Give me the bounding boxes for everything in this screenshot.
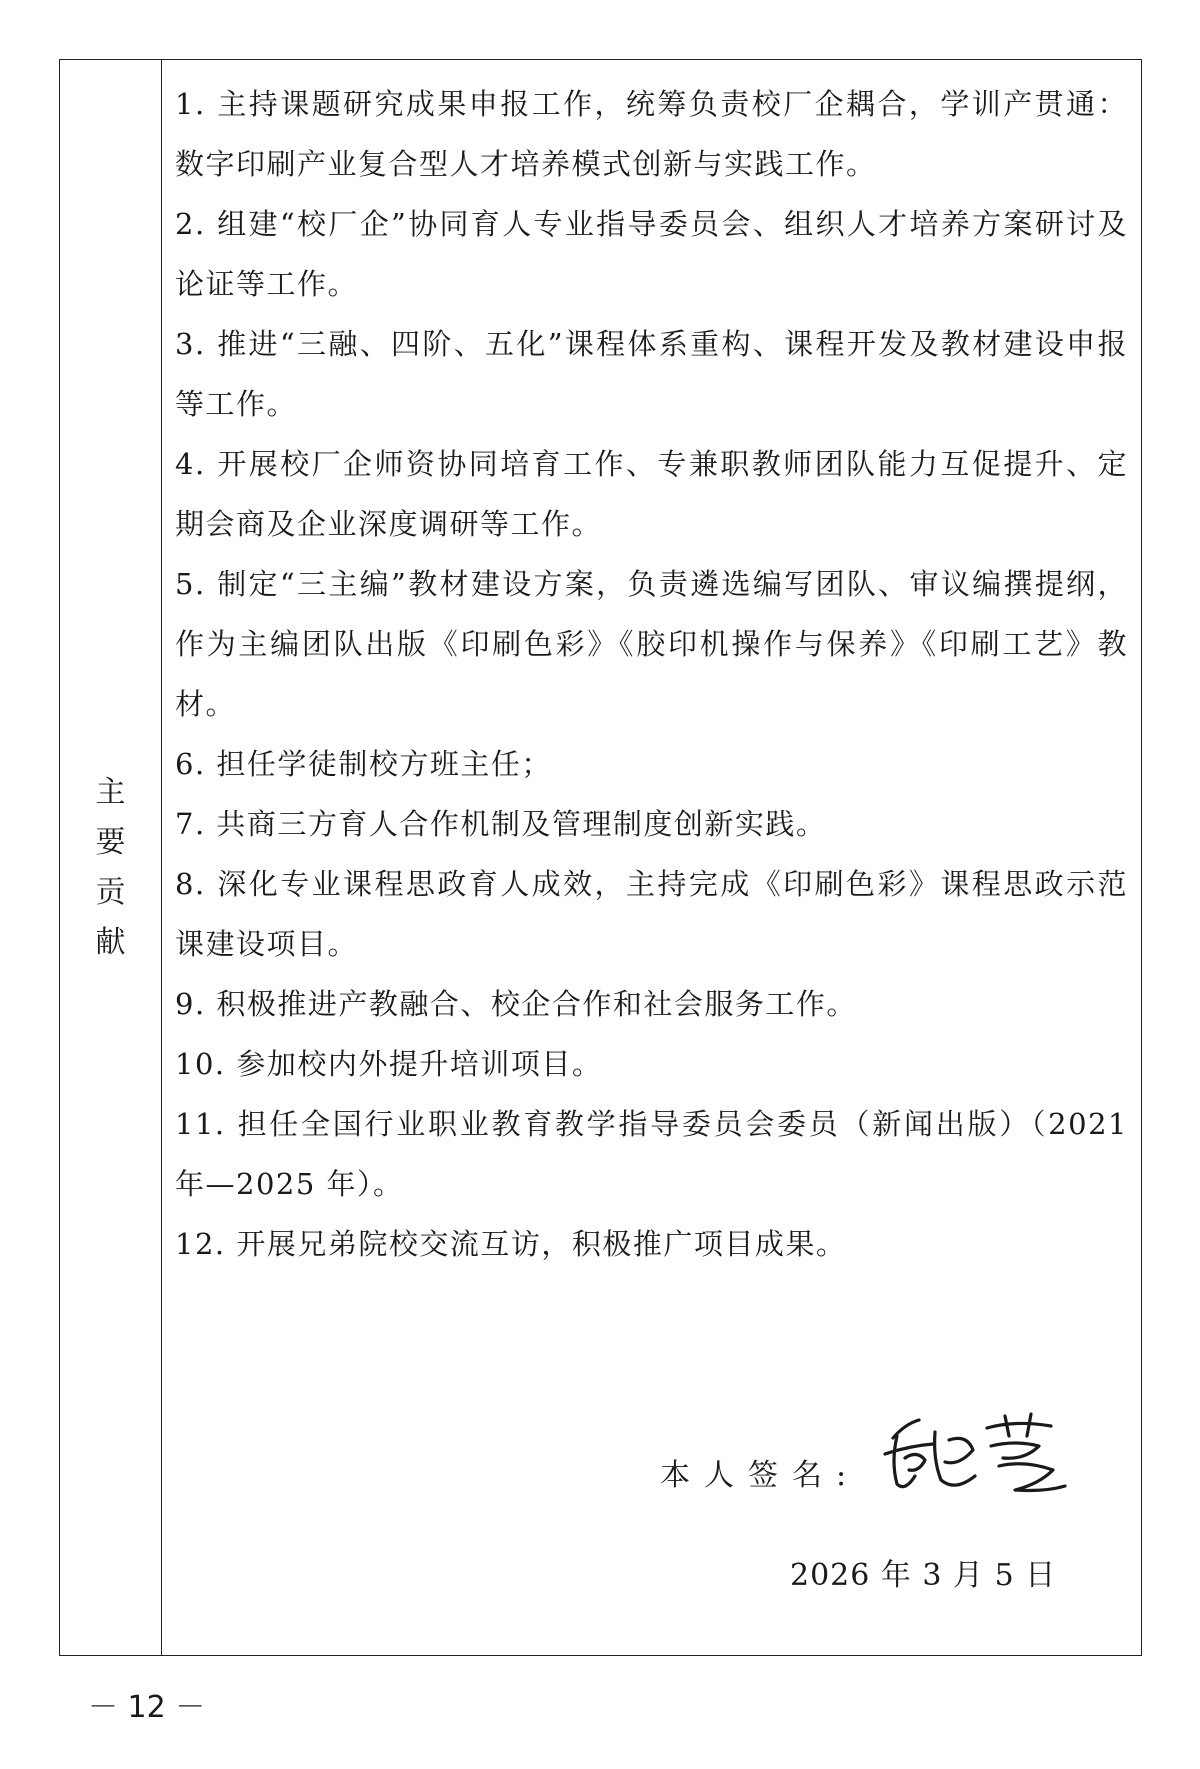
- contribution-item: 6. 担任学徒制校方班主任；: [175, 747, 552, 781]
- contribution-item: 8. 深化专业课程思政育人成效，主持完成《印刷色彩》课程思政示范课建设项目。: [175, 867, 1128, 961]
- contribution-item: 10. 参加校内外提升培训项目。: [175, 1047, 603, 1081]
- contribution-item: 1. 主持课题研究成果申报工作，统筹负责校厂企耦合，学训产贯通：数字印刷产业复合型人才培养模式创新与实践工作。: [175, 87, 1128, 181]
- handwritten-signature: [875, 1410, 1075, 1500]
- contribution-item: 9. 积极推进产教融合、校企合作和社会服务工作。: [175, 987, 857, 1021]
- signature-date: 2026 年 3 月 5 日: [790, 1558, 1057, 1593]
- section-label-char: 献: [95, 925, 126, 960]
- signature-area: [660, 1410, 1080, 1510]
- contribution-item: 12. 开展兄弟院校交流互访，积极推广项目成果。: [175, 1227, 847, 1261]
- contribution-item: 3. 推进“三融、四阶、五化”课程体系重构、课程开发及教材建设申报等工作。: [175, 327, 1128, 421]
- section-label: [60, 768, 161, 968]
- contribution-item: 5. 制定“三主编”教材建设方案，负责遴选编写团队、审议编撰提纲，作为主编团队出版《印刷色彩》《胶印机操作与保养》《印刷工艺》教材。: [175, 567, 1128, 721]
- contribution-list: [175, 74, 1128, 1274]
- page-number: － 12 －: [88, 1690, 206, 1725]
- section-label-char: 贡: [95, 875, 126, 910]
- section-label-char: 主: [95, 775, 126, 810]
- contribution-item: 2. 组建“校厂企”协同育人专业指导委员会、组织人才培养方案研讨及论证等工作。: [175, 207, 1128, 301]
- section-label-char: 要: [95, 825, 126, 860]
- section-label-column: [60, 60, 162, 1655]
- contribution-item: 7. 共商三方育人合作机制及管理制度创新实践。: [175, 807, 827, 841]
- contribution-item: 11. 担任全国行业职业教育教学指导委员会委员（新闻出版）（2021 年—2025 年）。: [175, 1107, 1128, 1201]
- contribution-item: 4. 开展校厂企师资协同培育工作、专兼职教师团队能力互促提升、定期会商及企业深度调研等工作。: [175, 447, 1128, 541]
- signature-label: 本人签名:: [660, 1458, 861, 1493]
